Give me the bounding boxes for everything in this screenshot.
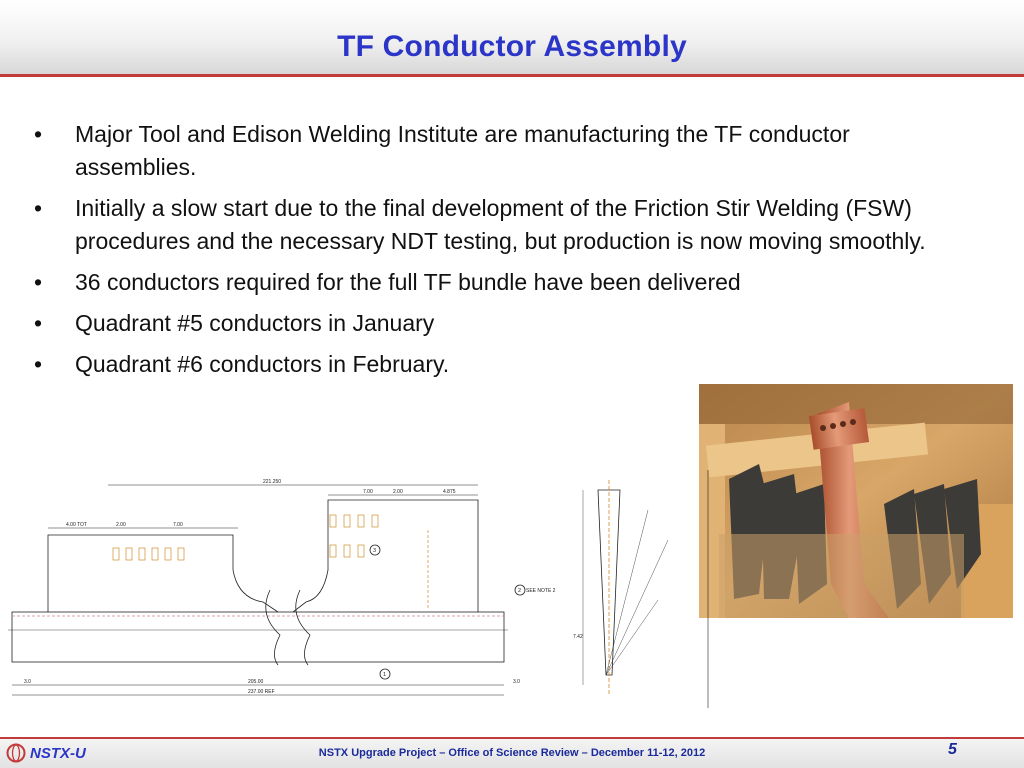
flag-left-outline bbox=[48, 535, 278, 612]
dim-f: 7.00 bbox=[173, 522, 183, 528]
conductor-bar-outline bbox=[12, 612, 504, 662]
bullet-text: Quadrant #5 conductors in January bbox=[75, 310, 435, 336]
bullet-item bbox=[0, 348, 940, 381]
flag-right-outline bbox=[293, 500, 478, 612]
bullet-item bbox=[0, 192, 940, 258]
bullet-text: 36 conductors required for the full TF bundle have been delivered bbox=[75, 269, 741, 295]
bullet-marker: • bbox=[34, 269, 43, 295]
slide-title: TF Conductor Assembly bbox=[337, 30, 687, 63]
logo-text: NSTX-U bbox=[30, 744, 86, 762]
dim-bottom-2: 237.00 REF bbox=[248, 689, 275, 695]
dim-bottom-1: 205.00 bbox=[248, 679, 264, 685]
dim-c: 4.875 bbox=[443, 489, 456, 495]
bullet-text: Major Tool and Edison Welding Institute are manufacturing the TF conductor assemblies. bbox=[75, 121, 850, 180]
bullet-marker: • bbox=[34, 351, 43, 377]
note-2: SEE NOTE 2 bbox=[526, 588, 556, 594]
bullet-marker: • bbox=[34, 310, 43, 336]
bullet-item bbox=[0, 266, 940, 299]
balloon-2: 2 bbox=[518, 588, 522, 594]
dim-b: 2.00 bbox=[393, 489, 403, 495]
bullet-marker: • bbox=[34, 195, 43, 221]
balloon-1: 1 bbox=[383, 672, 387, 678]
conductor-photo bbox=[699, 384, 1013, 618]
page-number: 5 bbox=[948, 741, 957, 758]
conductor-drawing bbox=[8, 470, 713, 708]
dim-e: 2.00 bbox=[116, 522, 126, 528]
dim-d: 4.00 TOT bbox=[66, 522, 87, 528]
bullet-item bbox=[0, 307, 940, 340]
bullet-list bbox=[0, 118, 940, 389]
bullet-marker: • bbox=[34, 121, 43, 147]
bullet-item bbox=[0, 118, 940, 184]
footer-text: NSTX Upgrade Project – Office of Science Review – December 11-12, 2012 bbox=[318, 747, 706, 759]
header-divider bbox=[0, 74, 1024, 77]
dim-end-left: 3.0 bbox=[24, 679, 31, 685]
dim-end-right: 3.0 bbox=[513, 679, 520, 685]
dim-a: 7.00 bbox=[363, 489, 373, 495]
balloon-3: 3 bbox=[373, 548, 377, 554]
bullet-text: Quadrant #6 conductors in February. bbox=[75, 351, 450, 377]
bullet-text: Initially a slow start due to the final development of the Friction Stir Welding (FSW) procedures and the necessary NDT testing, but production is now moving smoothly. bbox=[75, 195, 926, 254]
dim-overall: 221.250 bbox=[263, 479, 282, 485]
dim-side: 7.42 bbox=[573, 634, 583, 640]
